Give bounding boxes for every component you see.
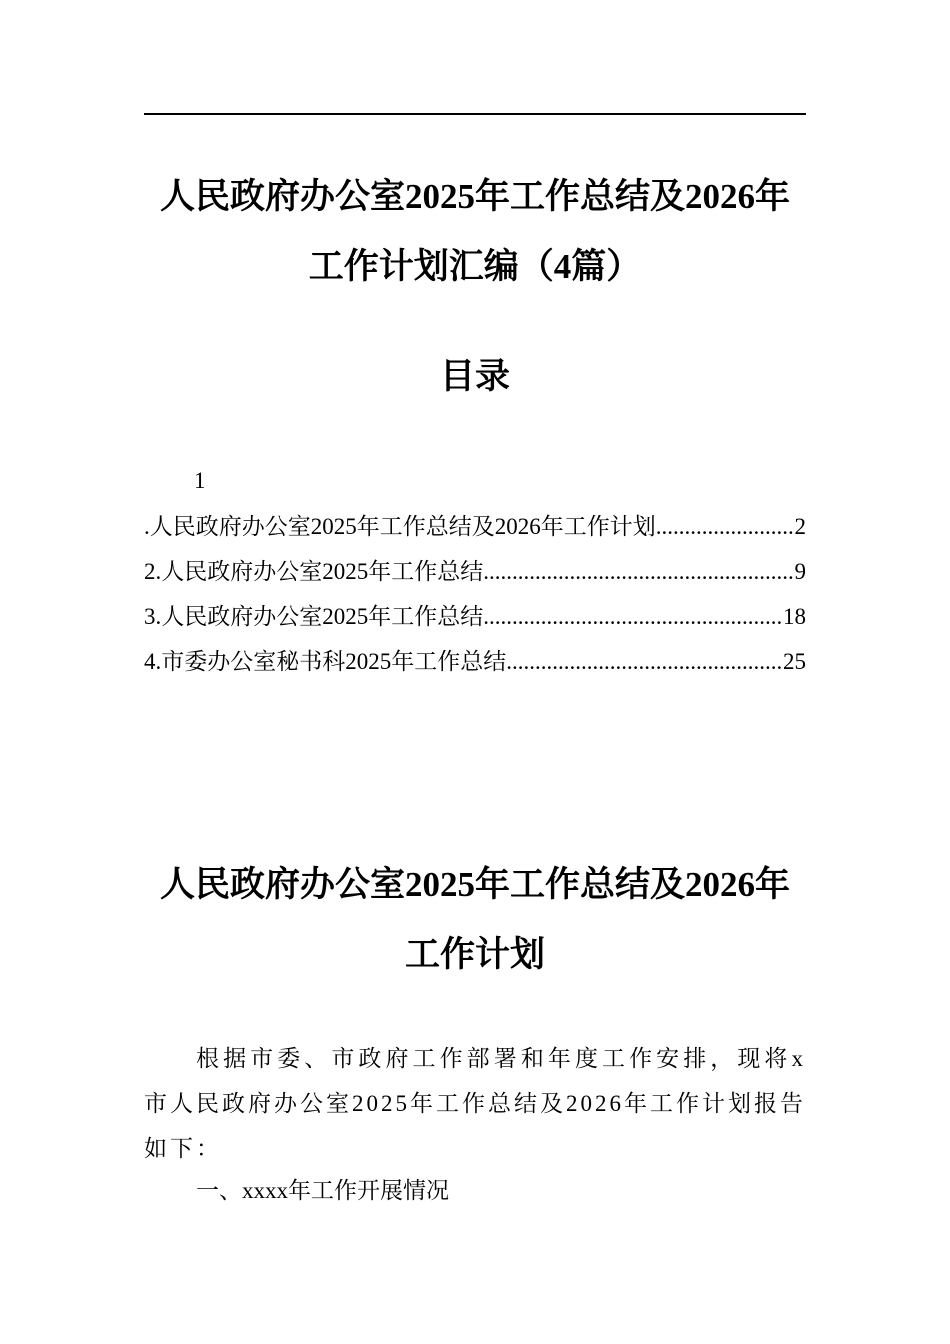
sub-heading: 一、xxxx年工作开展情况 — [196, 1178, 449, 1203]
toc-entry-page: 25 — [783, 649, 806, 674]
section-title-line-2: 工作计划 — [404, 935, 545, 974]
toc-entry-page: 2 — [794, 514, 806, 539]
toc-leader-dots — [506, 643, 783, 681]
toc-first-number: 1 — [194, 468, 206, 493]
section-title-line-1: 人民政府办公室2025年工作总结及2026年 — [159, 865, 790, 904]
toc-entry-3[interactable] — [144, 598, 806, 643]
table-of-contents — [144, 508, 806, 688]
toc-leader-dots — [483, 598, 783, 636]
toc-leader-dots — [483, 553, 794, 591]
toc-heading: 目录 — [439, 357, 510, 396]
document-title-line-1: 人民政府办公室2025年工作总结及2026年 — [159, 177, 790, 216]
toc-entry-title: 4.市委办公室秘书科2025年工作总结 — [144, 649, 507, 674]
document-title — [144, 162, 806, 302]
toc-entry-4[interactable] — [144, 643, 806, 688]
toc-entry-title: 2.人民政府办公室2025年工作总结 — [144, 559, 484, 584]
toc-entry-title: .人民政府办公室2025年工作总结及2026年工作计划 — [144, 514, 656, 539]
section-title — [144, 850, 806, 990]
toc-leader-dots — [656, 508, 795, 546]
toc-entry-title: 3.人民政府办公室2025年工作总结 — [144, 604, 484, 629]
toc-entry-page: 18 — [783, 604, 806, 629]
toc-entry-2[interactable] — [144, 553, 806, 598]
toc-entry-page: 9 — [794, 559, 806, 584]
header-rule — [144, 113, 806, 115]
intro-paragraph: 根据市委、市政府工作部署和年度工作安排，现将x市人民政府办公室2025年工作总结及2026年工作计划报告如下： — [144, 1046, 806, 1161]
toc-entry-1[interactable] — [144, 508, 806, 553]
document-title-line-2: 工作计划汇编（4篇） — [308, 247, 642, 286]
